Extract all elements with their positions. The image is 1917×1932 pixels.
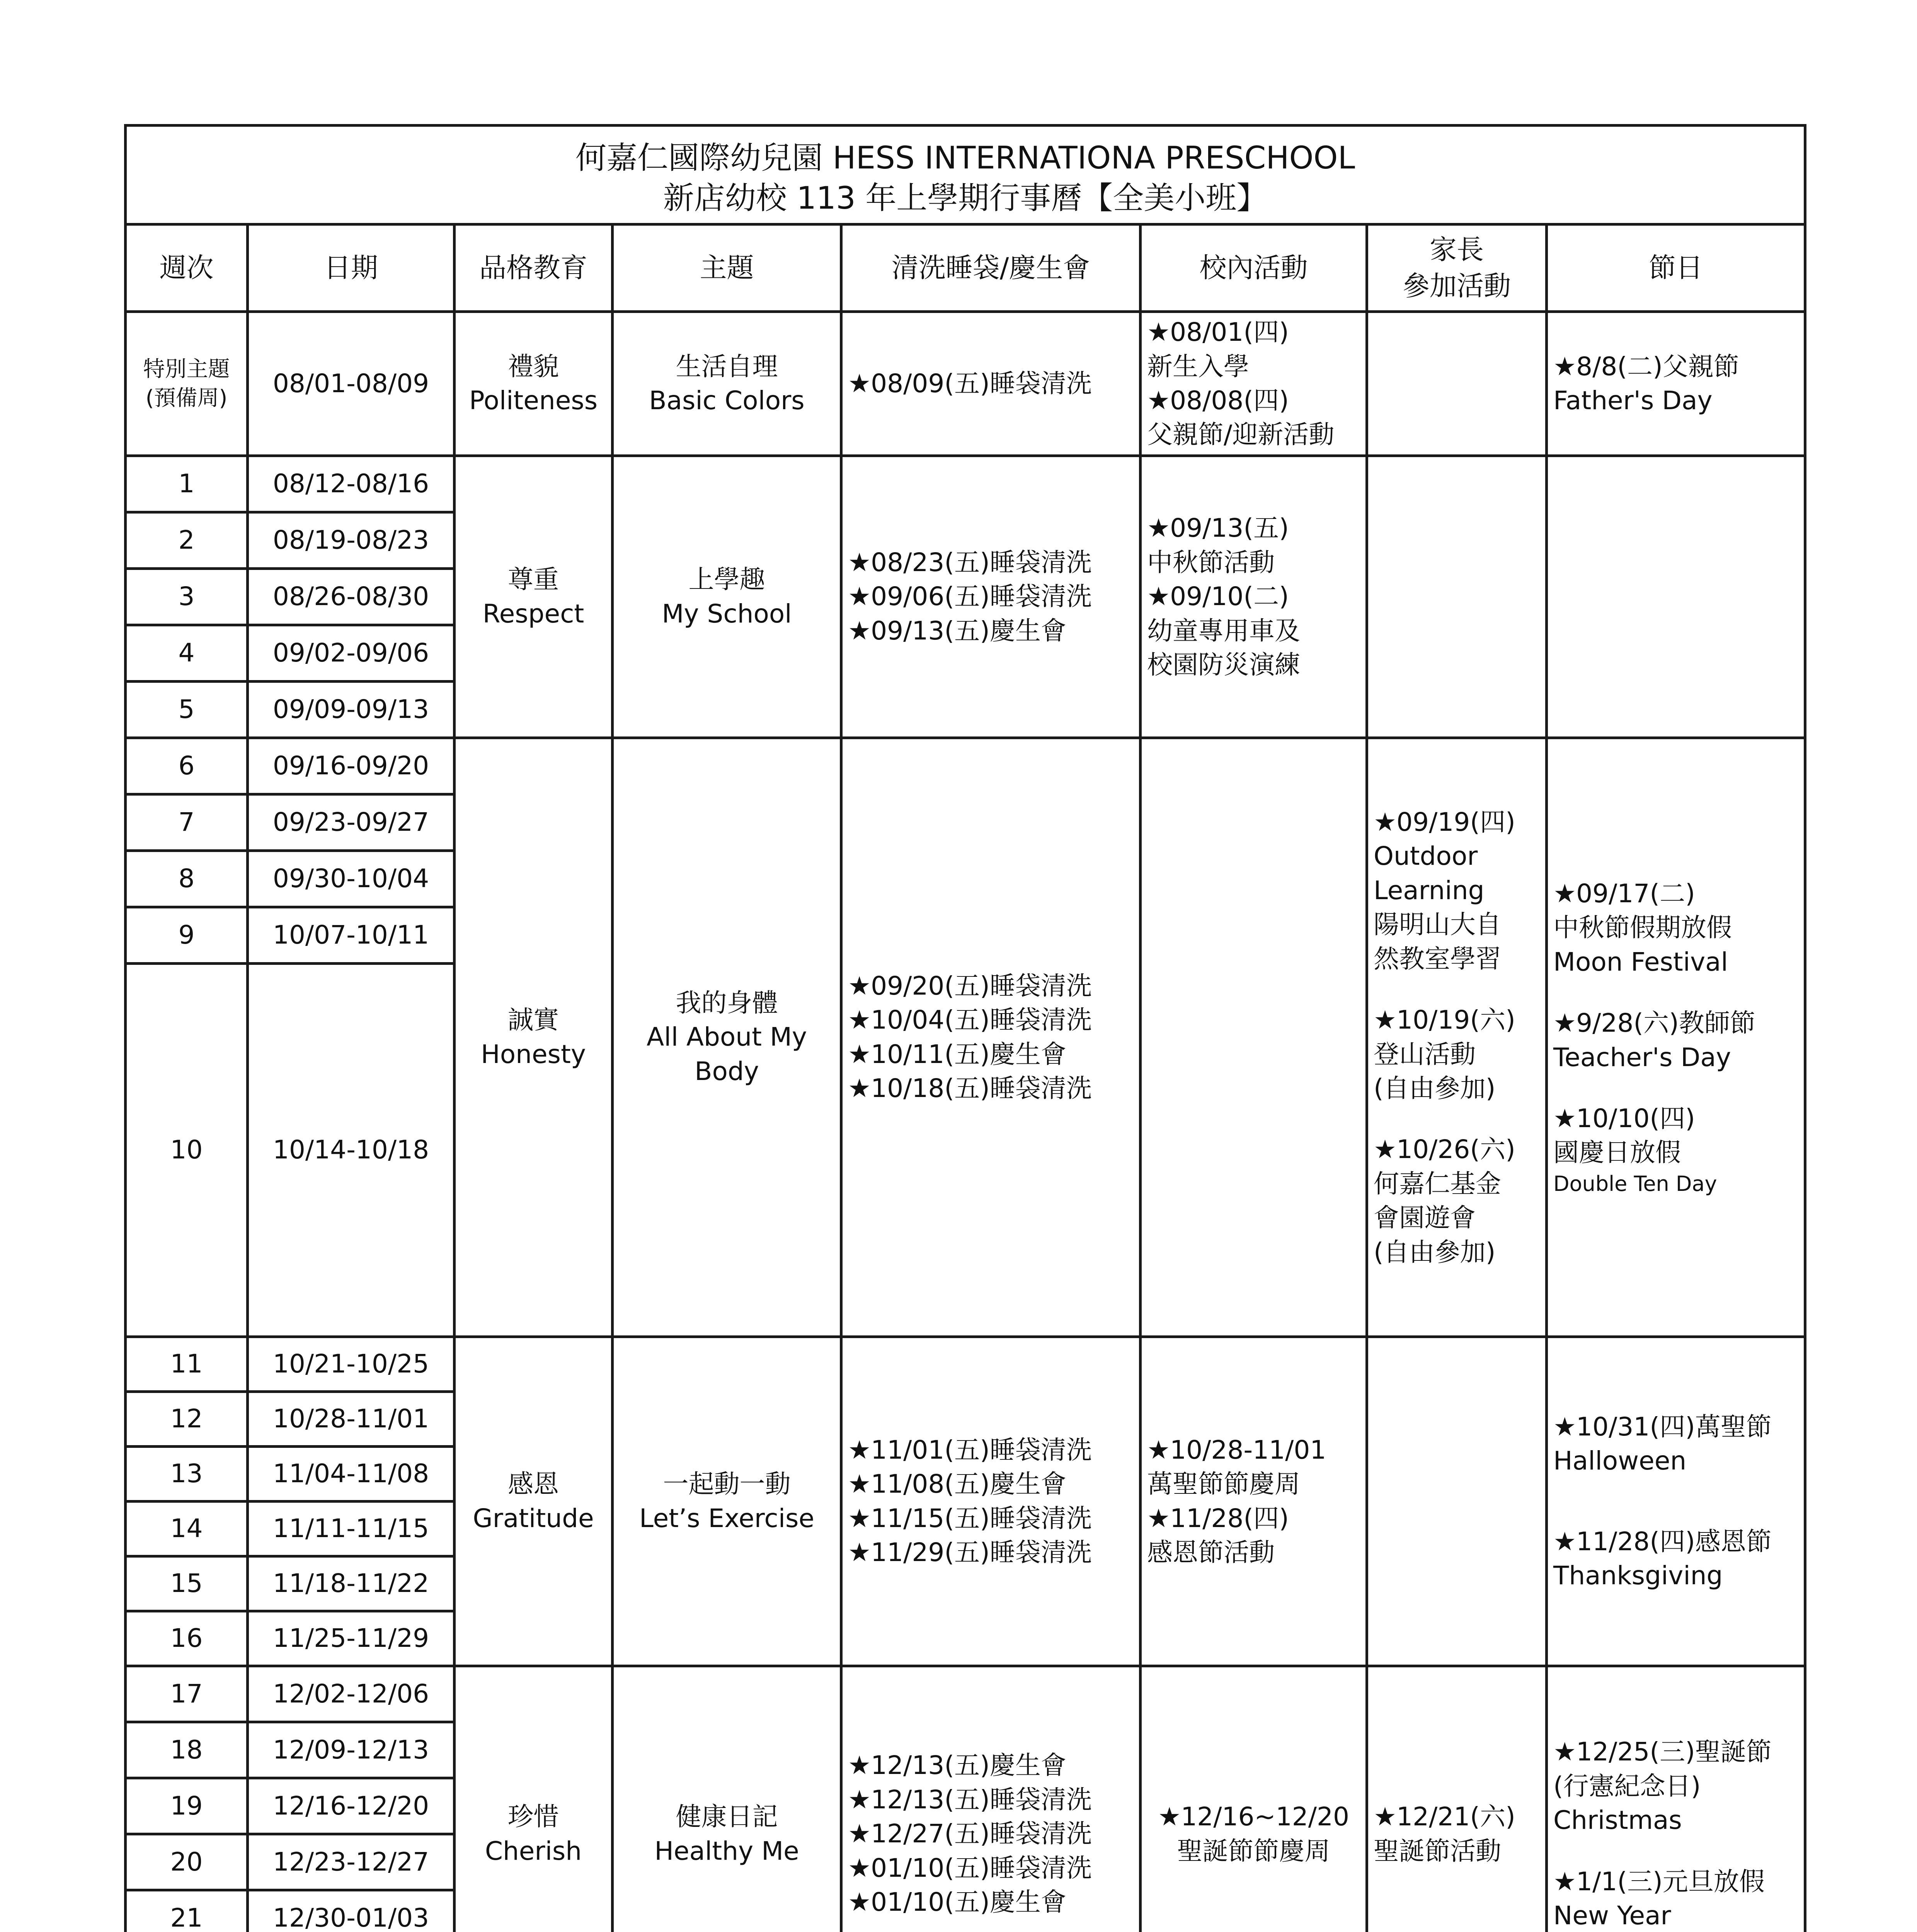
event-item: ★11/29(五)睡袋清洗 <box>848 1537 1092 1567</box>
table-row <box>126 738 1805 794</box>
week-cell: 1 <box>126 456 248 512</box>
date-cell: 12/09-12/13 <box>248 1722 455 1778</box>
holiday-cell <box>1547 738 1805 1337</box>
character-cell <box>455 312 613 456</box>
week-sublabel: (預備周) <box>145 386 228 411</box>
date-cell: 11/11-11/15 <box>248 1502 455 1556</box>
character-en: Respect <box>482 599 584 629</box>
event-item: ★10/11(五)慶生會 <box>848 1039 1066 1069</box>
col-header-character: 品格教育 <box>455 224 613 312</box>
event-item: ★9/28(六)教師節 <box>1553 1008 1755 1038</box>
event-item: ★10/31(四)萬聖節 <box>1553 1412 1772 1442</box>
character-en: Politeness <box>469 386 598 415</box>
week-cell: 11 <box>126 1337 248 1392</box>
week-cell: 16 <box>126 1611 248 1666</box>
event-item: ★10/10(四) <box>1553 1103 1695 1133</box>
date-cell: 08/26-08/30 <box>248 569 455 625</box>
event-item: 陽明山大自 <box>1374 910 1501 940</box>
event-item: 新生入學 <box>1147 351 1249 381</box>
date-cell: 09/23-09/27 <box>248 794 455 851</box>
school-activity-cell <box>1141 1666 1367 1932</box>
week-cell: 21 <box>126 1890 248 1932</box>
event-item: ★09/19(四) <box>1374 807 1515 837</box>
date-cell: 12/30-01/03 <box>248 1890 455 1932</box>
character-cell <box>455 1337 613 1666</box>
school-activity-cell <box>1141 738 1367 1337</box>
laundry-cell <box>841 312 1141 456</box>
week-cell: 18 <box>126 1722 248 1778</box>
theme-en: Basic Colors <box>649 386 805 415</box>
week-cell: 8 <box>126 851 248 907</box>
character-zh: 珍惜 <box>508 1802 559 1832</box>
character-zh: 感恩 <box>508 1469 559 1499</box>
week-cell: 19 <box>126 1778 248 1834</box>
event-item: Moon Festival <box>1553 947 1728 977</box>
school-activity-cell <box>1141 1337 1367 1666</box>
table-row <box>126 1666 1805 1722</box>
school-activity-cell <box>1141 312 1367 456</box>
character-en: Cherish <box>485 1836 582 1866</box>
week-cell: 20 <box>126 1834 248 1890</box>
event-item: ★12/13(五)睡袋清洗 <box>848 1784 1092 1815</box>
date-cell: 10/07-10/11 <box>248 907 455 964</box>
event-item: Learning <box>1374 875 1485 905</box>
laundry-cell <box>841 456 1141 738</box>
event-item: Halloween <box>1553 1446 1687 1476</box>
theme-en: All About My <box>647 1022 807 1052</box>
week-cell: 10 <box>126 964 248 1337</box>
event-item: 中秋節假期放假 <box>1553 913 1732 943</box>
date-cell: 09/30-10/04 <box>248 851 455 907</box>
event-item: Outdoor <box>1374 841 1478 871</box>
table-row <box>126 1337 1805 1392</box>
event-item: ★10/19(六) <box>1374 1005 1515 1035</box>
event-item: ★12/16~12/20 <box>1158 1802 1349 1832</box>
week-cell: 4 <box>126 625 248 682</box>
week-cell: 5 <box>126 682 248 738</box>
character-cell <box>455 738 613 1337</box>
column-header-row <box>126 224 1805 312</box>
parent-activity-cell <box>1367 1666 1547 1932</box>
theme-cell <box>613 1337 841 1666</box>
holiday-cell <box>1547 456 1805 738</box>
week-cell: 17 <box>126 1666 248 1722</box>
theme-en: Let’s Exercise <box>639 1503 815 1533</box>
parent-activity-cell <box>1367 738 1547 1337</box>
theme-zh: 生活自理 <box>676 351 778 381</box>
event-item: ★08/09(五)睡袋清洗 <box>848 368 1092 398</box>
laundry-cell <box>841 738 1141 1337</box>
table-row <box>126 312 1805 456</box>
event-item: ★11/15(五)睡袋清洗 <box>848 1503 1092 1533</box>
event-item: (自由參加) <box>1374 1237 1496 1267</box>
date-cell: 08/19-08/23 <box>248 512 455 569</box>
event-item: 幼童專用車及 <box>1147 616 1300 646</box>
theme-zh: 上學趣 <box>688 565 765 595</box>
week-cell: 2 <box>126 512 248 569</box>
event-item: ★10/28-11/01 <box>1147 1435 1326 1465</box>
week-cell: 15 <box>126 1556 248 1611</box>
character-zh: 禮貌 <box>508 351 559 381</box>
character-zh: 誠實 <box>508 1005 559 1035</box>
event-item: ★01/10(五)慶生會 <box>848 1887 1066 1917</box>
date-cell: 09/09-09/13 <box>248 682 455 738</box>
title-line-1: 何嘉仁國際幼兒園 HESS INTERNATIONA PRESCHOOL <box>575 139 1355 176</box>
holiday-cell <box>1547 1666 1805 1932</box>
date-cell: 08/01-08/09 <box>248 312 455 456</box>
event-item: 登山活動 <box>1374 1039 1476 1069</box>
week-cell <box>126 312 248 456</box>
theme-en: Body <box>695 1056 759 1086</box>
col-header-parent-line2: 參加活動 <box>1403 270 1511 302</box>
character-en: Gratitude <box>473 1503 594 1533</box>
character-cell <box>455 1666 613 1932</box>
event-item: ★12/21(六) <box>1374 1802 1515 1832</box>
parent-activity-cell <box>1367 456 1547 738</box>
theme-zh: 一起動一動 <box>663 1469 791 1499</box>
event-item: ★11/08(五)慶生會 <box>848 1469 1066 1499</box>
event-item: ★11/28(四)感恩節 <box>1553 1526 1772 1556</box>
table-row <box>126 456 1805 512</box>
character-en: Honesty <box>481 1039 586 1069</box>
event-item: (行憲紀念日) <box>1553 1771 1701 1801</box>
event-item: ★8/8(二)父親節 <box>1553 351 1739 381</box>
event-item: 聖誕節活動 <box>1374 1836 1501 1866</box>
week-cell: 14 <box>126 1502 248 1556</box>
event-item: 父親節/迎新活動 <box>1147 420 1335 450</box>
character-cell <box>455 456 613 738</box>
col-header-theme: 主題 <box>613 224 841 312</box>
calendar-table <box>124 124 1806 1932</box>
event-item: Teacher's Day <box>1553 1042 1731 1072</box>
title-line-2: 新店幼校 113 年上學期行事曆【全美小班】 <box>663 180 1268 216</box>
school-activity-cell <box>1141 456 1367 738</box>
laundry-cell <box>841 1337 1141 1666</box>
event-item: ★09/13(五) <box>1147 513 1289 543</box>
event-item: ★1/1(三)元旦放假 <box>1553 1866 1765 1896</box>
theme-cell <box>613 312 841 456</box>
week-cell: 7 <box>126 794 248 851</box>
theme-en: My School <box>662 599 792 629</box>
event-item: 感恩節活動 <box>1147 1537 1275 1567</box>
event-item: ★12/27(五)睡袋清洗 <box>848 1819 1092 1849</box>
week-cell: 13 <box>126 1447 248 1502</box>
character-zh: 尊重 <box>508 565 559 595</box>
event-item: ★09/20(五)睡袋清洗 <box>848 971 1092 1001</box>
event-item: Thanksgiving <box>1553 1560 1723 1590</box>
event-item: ★08/23(五)睡袋清洗 <box>848 547 1092 577</box>
date-cell: 11/18-11/22 <box>248 1556 455 1611</box>
event-item: ★10/26(六) <box>1374 1134 1515 1165</box>
theme-en: Healthy Me <box>654 1836 799 1866</box>
event-item: Father's Day <box>1553 386 1713 415</box>
week-cell: 6 <box>126 738 248 794</box>
date-cell: 10/28-11/01 <box>248 1392 455 1447</box>
event-item: ★11/01(五)睡袋清洗 <box>848 1435 1092 1465</box>
event-item: Christmas <box>1553 1805 1682 1835</box>
date-cell: 11/04-11/08 <box>248 1447 455 1502</box>
event-item: 聖誕節節慶周 <box>1177 1836 1330 1866</box>
laundry-cell <box>841 1666 1141 1932</box>
holiday-cell <box>1547 312 1805 456</box>
event-item: 然教室學習 <box>1374 944 1501 974</box>
theme-zh: 我的身體 <box>676 988 778 1018</box>
event-item: (自由參加) <box>1374 1073 1496 1103</box>
col-header-laundry: 清洗睡袋/慶生會 <box>841 224 1141 312</box>
week-cell: 9 <box>126 907 248 964</box>
event-item: 國慶日放假 <box>1553 1138 1681 1168</box>
col-header-holiday: 節日 <box>1547 224 1805 312</box>
event-item: Double Ten Day <box>1553 1171 1717 1196</box>
col-header-week: 週次 <box>126 224 248 312</box>
event-item: 萬聖節節慶周 <box>1147 1469 1300 1499</box>
date-cell: 09/02-09/06 <box>248 625 455 682</box>
event-item: ★10/18(五)睡袋清洗 <box>848 1073 1092 1103</box>
event-item: ★10/04(五)睡袋清洗 <box>848 1005 1092 1035</box>
week-label: 特別主題 <box>143 356 230 382</box>
event-item: ★09/06(五)睡袋清洗 <box>848 582 1092 612</box>
date-cell: 12/23-12/27 <box>248 1834 455 1890</box>
week-cell: 3 <box>126 569 248 625</box>
event-item: ★09/13(五)慶生會 <box>848 616 1066 646</box>
event-item: New Year <box>1553 1901 1671 1931</box>
week-cell: 12 <box>126 1392 248 1447</box>
parent-activity-cell <box>1367 1337 1547 1666</box>
date-cell: 10/14-10/18 <box>248 964 455 1337</box>
event-item: 校園防災演練 <box>1147 650 1300 680</box>
date-cell: 11/25-11/29 <box>248 1611 455 1666</box>
theme-zh: 健康日記 <box>676 1802 778 1832</box>
holiday-cell <box>1547 1337 1805 1666</box>
col-header-parent <box>1367 224 1547 312</box>
theme-cell <box>613 738 841 1337</box>
date-cell: 12/16-12/20 <box>248 1778 455 1834</box>
event-item: ★12/25(三)聖誕節 <box>1553 1737 1772 1767</box>
event-item: ★01/10(五)睡袋清洗 <box>848 1853 1092 1883</box>
col-header-school: 校內活動 <box>1141 224 1367 312</box>
col-header-parent-line1: 家長 <box>1430 233 1484 265</box>
parent-activity-cell <box>1367 312 1547 456</box>
event-item: ★08/01(四) <box>1147 317 1289 347</box>
event-item: ★08/08(四) <box>1147 386 1289 415</box>
date-cell: 08/12-08/16 <box>248 456 455 512</box>
theme-cell <box>613 456 841 738</box>
date-cell: 09/16-09/20 <box>248 738 455 794</box>
event-item: 會園遊會 <box>1374 1203 1476 1233</box>
date-cell: 12/02-12/06 <box>248 1666 455 1722</box>
col-header-date: 日期 <box>248 224 455 312</box>
event-item: ★12/13(五)慶生會 <box>848 1750 1066 1781</box>
event-item: ★09/10(二) <box>1147 582 1289 612</box>
event-item: ★11/28(四) <box>1147 1503 1289 1533</box>
theme-cell <box>613 1666 841 1932</box>
event-item: ★09/17(二) <box>1553 878 1695 908</box>
document-title <box>126 126 1805 224</box>
date-cell: 10/21-10/25 <box>248 1337 455 1392</box>
calendar-document <box>124 124 1804 1932</box>
event-item: 何嘉仁基金 <box>1374 1168 1501 1199</box>
event-item: 中秋節活動 <box>1147 547 1275 577</box>
